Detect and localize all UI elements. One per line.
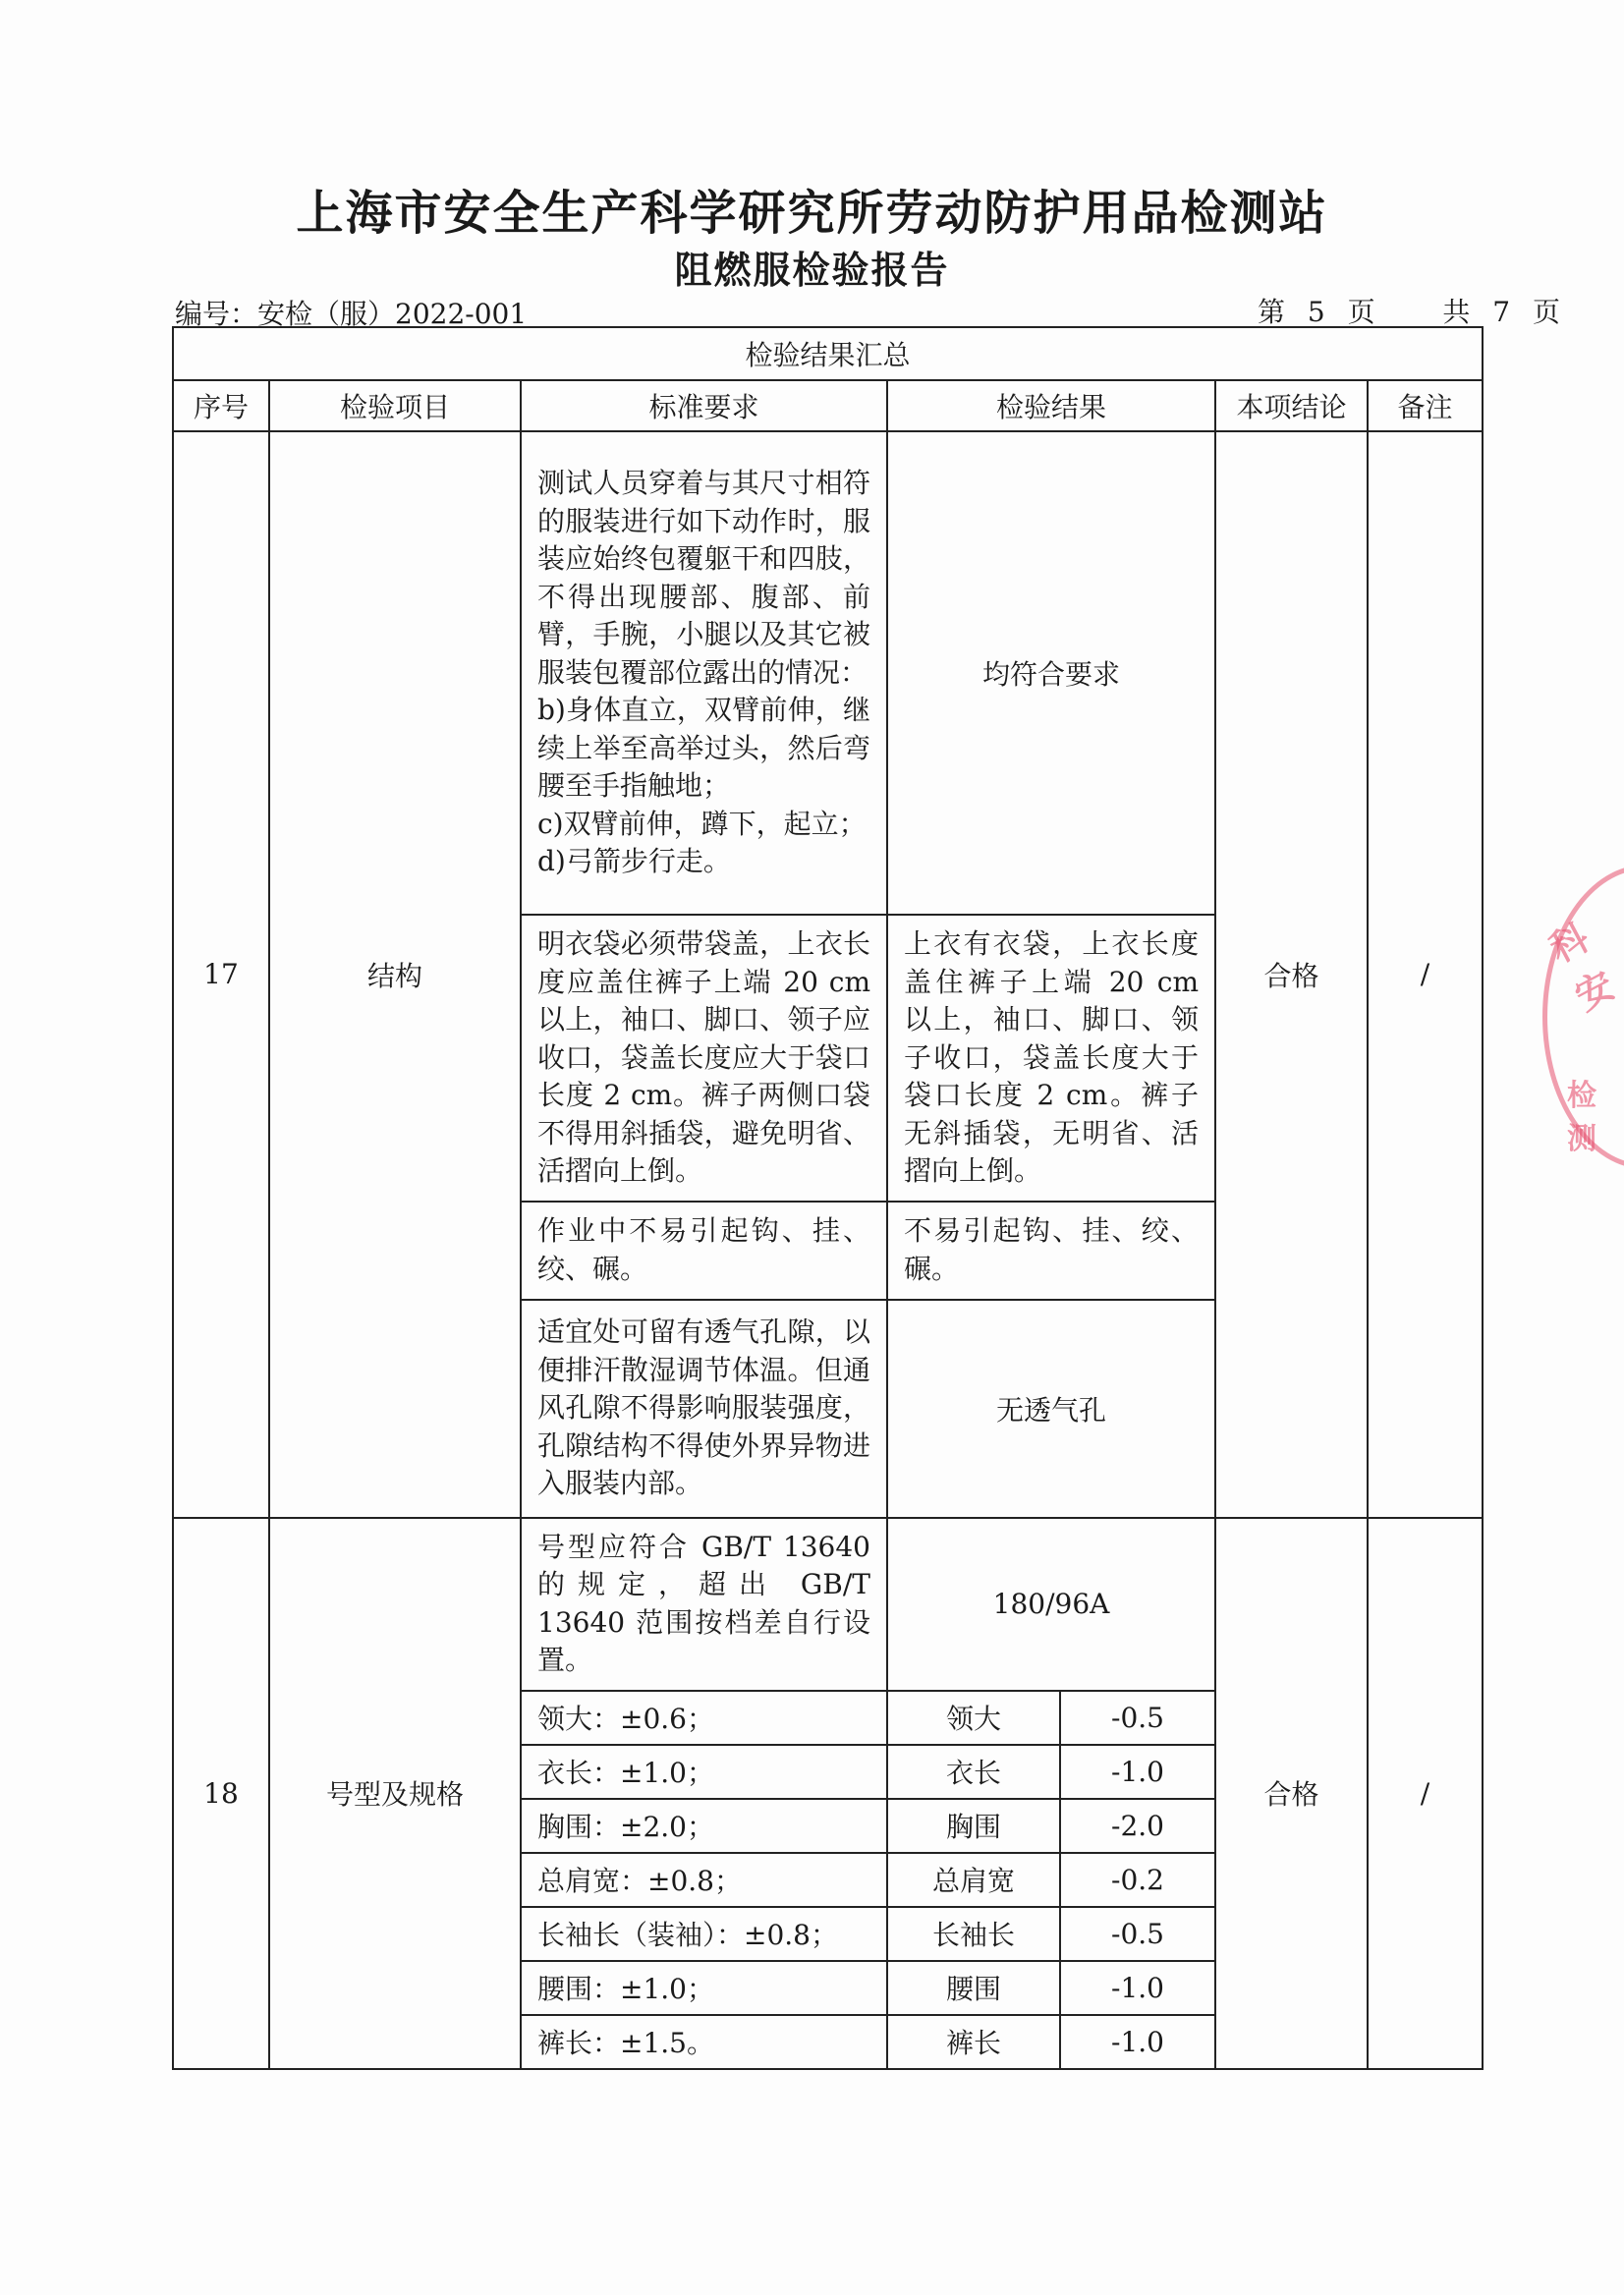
seal-text-top: 科安	[1541, 914, 1622, 1020]
item-remark: /	[1368, 1518, 1483, 2069]
item-conclusion: 合格	[1215, 431, 1368, 1518]
section-title: 检验结果汇总	[173, 327, 1483, 380]
item-no: 17	[173, 431, 269, 1518]
tolerance-text: 裤长：±1.5。	[521, 2015, 887, 2069]
measure-value: -2.0	[1060, 1799, 1215, 1853]
report-title: 阻燃服检验报告	[674, 249, 950, 292]
measure-value: -0.5	[1060, 1691, 1215, 1745]
item-name: 号型及规格	[269, 1518, 521, 2069]
col-header-no: 序号	[173, 380, 269, 431]
result-text: 无透气孔	[887, 1300, 1215, 1518]
col-header-result: 检验结果	[887, 380, 1215, 431]
results-table	[172, 326, 1484, 2070]
standard-text-b: b)身体直立，双臂前伸，继续上举至高举过头，然后弯腰至手指触地；	[537, 694, 870, 803]
col-header-conclusion: 本项结论	[1215, 380, 1368, 431]
tolerance-text: 衣长：±1.0；	[521, 1745, 887, 1799]
measure-part: 衣长	[887, 1745, 1060, 1799]
measure-part: 胸围	[887, 1799, 1060, 1853]
measure-value: -0.2	[1060, 1853, 1215, 1907]
standard-text-c: c)双臂前伸，蹲下，起立；	[537, 807, 867, 840]
result-text: 上衣有衣袋，上衣长度盖住裤子上端 20 cm 以上，袖口、脚口、领子收口，袋盖长度大于袋口长度 2 cm。裤子无斜插袋，无明省、活摺向上倒。	[887, 915, 1215, 1202]
tolerance-text: 长袖长（装袖）：±0.8；	[521, 1907, 887, 1961]
standard-text: 作业中不易引起钩、挂、绞、碾。	[521, 1202, 887, 1300]
measure-value: -1.0	[1060, 1745, 1215, 1799]
measure-value: -1.0	[1060, 1961, 1215, 2015]
header-row	[173, 380, 1483, 431]
page-total: 共 7 页	[1442, 296, 1560, 328]
page-info	[1258, 291, 1560, 330]
result-text: 180/96A	[887, 1518, 1215, 1691]
standard-text: 明衣袋必须带袋盖，上衣长度应盖住裤子上端 20 cm 以上，袖口、脚口、领子应收口，袋盖长度应大于袋口长度 2 cm。裤子两侧口袋不得用斜插袋，避免明省、活摺向上倒。	[521, 915, 887, 1202]
measure-part: 腰围	[887, 1961, 1060, 2015]
standard-text	[521, 431, 887, 915]
tolerance-text: 领大：±0.6；	[521, 1691, 887, 1745]
doc-number: 编号：安检（服）2022-001	[175, 298, 528, 330]
result-text: 不易引起钩、挂、绞、碾。	[887, 1202, 1215, 1300]
col-header-standard: 标准要求	[521, 380, 887, 431]
standard-text: 适宜处可留有透气孔隙，以便排汗散湿调节体温。但通风孔隙不得影响服装强度，孔隙结构不得使外界异物进入服装内部。	[521, 1300, 887, 1518]
measure-part: 长袖长	[887, 1907, 1060, 1961]
measure-part: 总肩宽	[887, 1853, 1060, 1907]
table-row	[173, 1518, 1483, 1691]
standard-text: 号型应符合 GB/T 13640 的规定，超出 GB/T 13640 范围按档差自行设置。	[521, 1518, 887, 1691]
institute-title: 上海市安全生产科学研究所劳动防护用品检测站	[296, 186, 1328, 241]
standard-text-main: 测试人员穿着与其尺寸相符的服装进行如下动作时，服装应始终包覆躯干和四肢，不得出现腰部、腹部、前臂，手腕，小腿以及其它被服装包覆部位露出的情况：	[537, 467, 870, 689]
col-header-item: 检验项目	[269, 380, 521, 431]
tolerance-text: 胸围：±2.0；	[521, 1799, 887, 1853]
tolerance-text: 总肩宽：±0.8；	[521, 1853, 887, 1907]
tolerance-text: 腰围：±1.0；	[521, 1961, 887, 2015]
measure-value: -0.5	[1060, 1907, 1215, 1961]
item-no: 18	[173, 1518, 269, 2069]
item-conclusion: 合格	[1215, 1518, 1368, 2069]
measure-value: -1.0	[1060, 2015, 1215, 2069]
measure-part: 裤长	[887, 2015, 1060, 2069]
item-name: 结构	[269, 431, 521, 1518]
page-number: 第 5 页	[1258, 296, 1375, 328]
col-header-remark: 备注	[1368, 380, 1483, 431]
measure-part: 领大	[887, 1691, 1060, 1745]
result-text: 均符合要求	[887, 431, 1215, 915]
item-remark: /	[1368, 431, 1483, 1518]
table-row	[173, 431, 1483, 915]
seal-text-bottom: 检测	[1567, 1079, 1596, 1156]
standard-text-d: d)弓箭步行走。	[537, 845, 731, 878]
